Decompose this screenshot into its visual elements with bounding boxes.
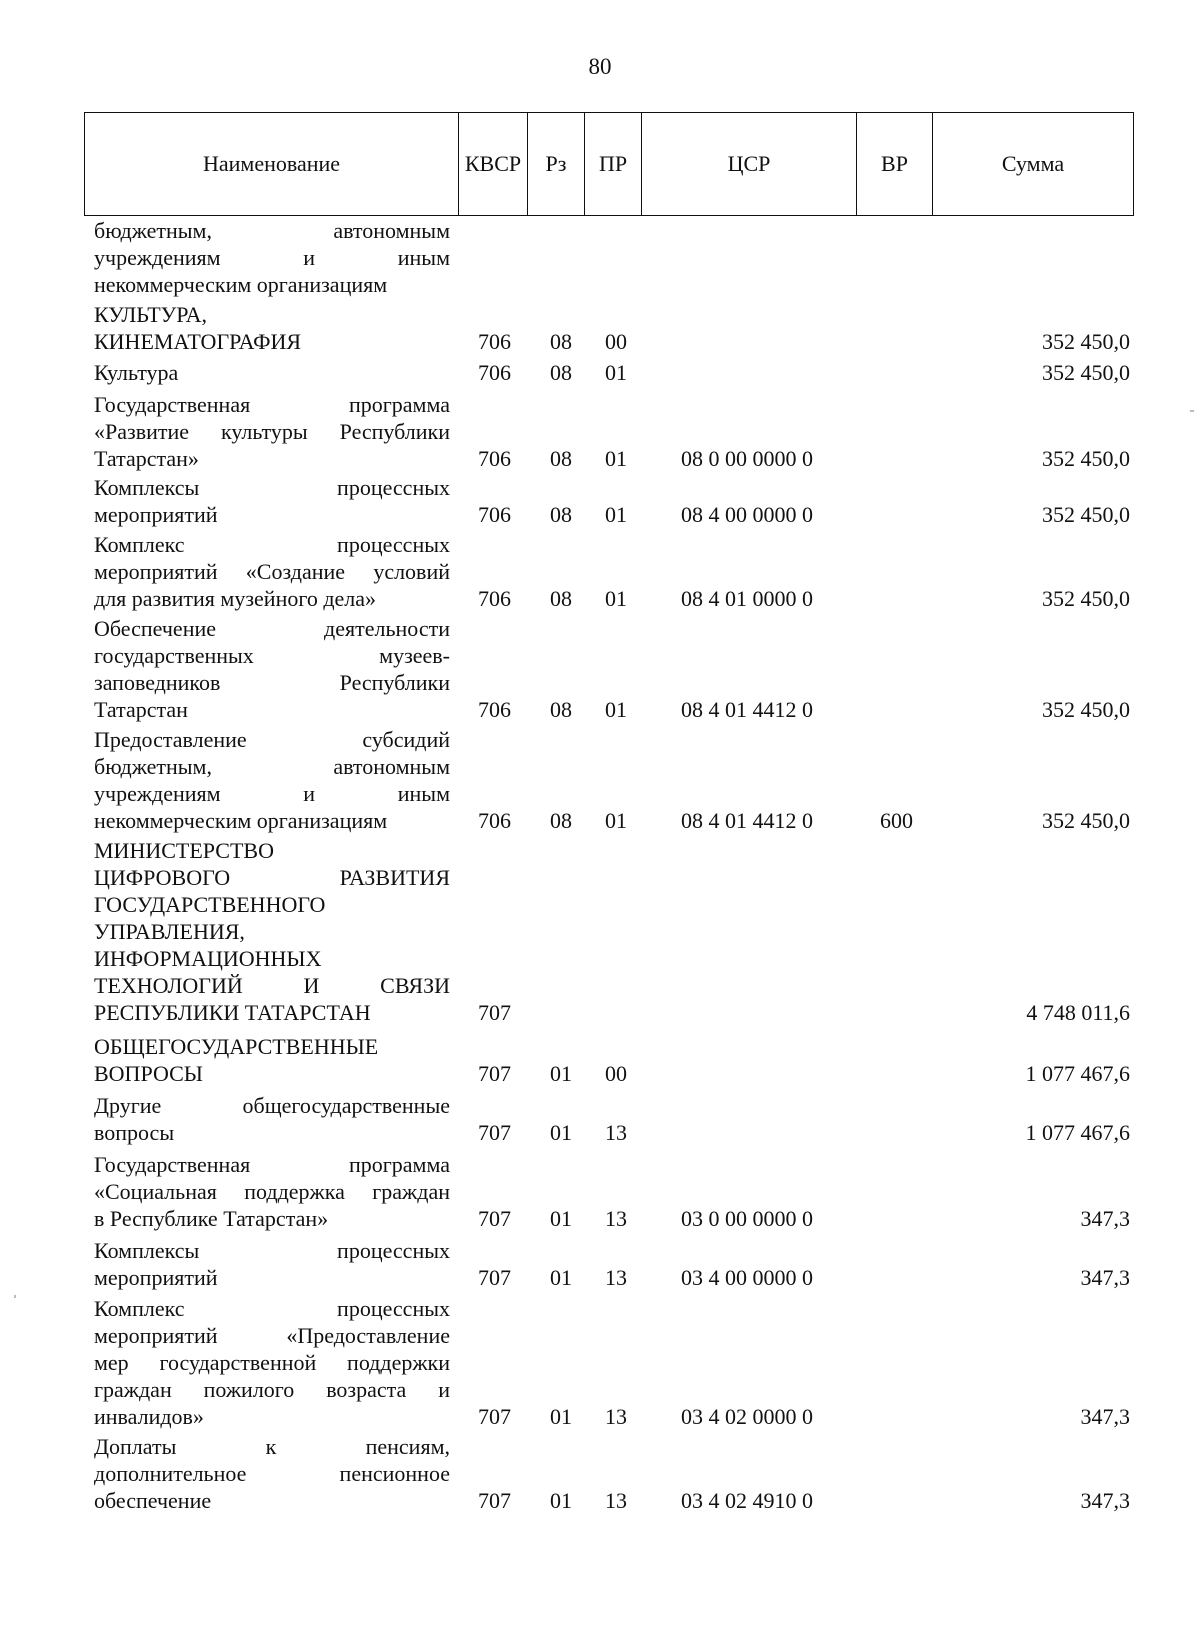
- row-kvsr: 707: [478, 1206, 511, 1231]
- row-pr: 01: [605, 697, 627, 722]
- row-name-line: Государственная программа: [94, 392, 450, 417]
- row-rz: 08: [550, 502, 572, 527]
- row-rz: 01: [550, 1120, 572, 1145]
- row-rz: 08: [550, 329, 572, 354]
- row-sum: 352 450,0: [1042, 586, 1130, 611]
- row-csr: 03 4 00 0000 0: [681, 1265, 813, 1290]
- row-name-line: бюджетным, автономным: [94, 754, 450, 779]
- row-sum: 347,3: [1080, 1488, 1130, 1513]
- table-row: [0, 355, 1200, 386]
- row-name-line: МИНИСТЕРСТВО: [94, 838, 274, 863]
- row-sum: 352 450,0: [1042, 329, 1130, 354]
- row-csr: 08 4 01 0000 0: [681, 586, 813, 611]
- row-name-line: мероприятий «Создание условий: [94, 559, 450, 584]
- row-name-line: заповедников Республики: [94, 670, 450, 695]
- row-name-line: мероприятий: [94, 502, 218, 527]
- row-csr: 08 4 01 4412 0: [681, 697, 813, 722]
- page-number: 80: [588, 54, 612, 79]
- row-pr: 01: [605, 446, 627, 471]
- table-row: [0, 217, 1200, 298]
- row-name: [94, 531, 450, 612]
- row-sum: 347,3: [1080, 1404, 1130, 1429]
- row-kvsr: 707: [478, 1061, 511, 1086]
- table-row: [0, 834, 1200, 1026]
- header-sum: Сумма: [1001, 151, 1065, 176]
- row-kvsr: 706: [478, 446, 511, 471]
- header-kvsr: КВСР: [459, 113, 528, 215]
- row-kvsr: 707: [478, 1404, 511, 1429]
- row-sum: 347,3: [1080, 1206, 1130, 1231]
- row-sum: 4 748 011,6: [1026, 1000, 1130, 1025]
- scan-mark: [1190, 410, 1194, 412]
- row-name: [94, 301, 450, 355]
- row-name-line: Татарстан: [94, 697, 188, 722]
- row-rz: 01: [550, 1206, 572, 1231]
- row-pr: 13: [605, 1120, 627, 1145]
- row-sum: 352 450,0: [1042, 360, 1130, 385]
- header-csr: ЦСР: [642, 113, 857, 215]
- row-kvsr: 706: [478, 586, 511, 611]
- row-name-line: ГОСУДАРСТВЕННОГО: [94, 892, 326, 917]
- row-name-line: Обеспечение деятельности: [94, 616, 450, 641]
- row-name-line: Комплексы процессных: [94, 1238, 450, 1263]
- row-name-line: Государственная программа: [94, 1152, 450, 1177]
- row-name-line: граждан пожилого возраста и: [94, 1377, 450, 1402]
- row-kvsr: 707: [478, 1265, 511, 1290]
- row-pr: 00: [605, 1061, 627, 1086]
- row-name-line: государственных музеев-: [94, 643, 450, 668]
- row-name: [94, 1295, 450, 1430]
- row-name-line: бюджетным, автономным: [94, 218, 450, 243]
- scan-mark: [14, 1295, 16, 1298]
- row-kvsr: 706: [478, 697, 511, 722]
- row-sum: 352 450,0: [1042, 697, 1130, 722]
- row-pr: 01: [605, 360, 627, 385]
- row-name: [94, 1033, 450, 1087]
- row-name: [94, 1433, 450, 1514]
- row-rz: 08: [550, 586, 572, 611]
- row-pr: 01: [605, 586, 627, 611]
- row-name-line: в Республике Татарстан»: [94, 1206, 329, 1231]
- table-row: [0, 1146, 1200, 1232]
- header-name: Наименование: [85, 113, 459, 215]
- row-kvsr: 706: [478, 329, 511, 354]
- row-pr: 13: [605, 1404, 627, 1429]
- row-name-line: мероприятий «Предоставление: [94, 1323, 450, 1348]
- row-csr: 08 4 01 4412 0: [681, 808, 813, 833]
- row-name-line: для развития музейного дела»: [94, 586, 377, 611]
- row-name-line: некоммерческим организациям: [94, 272, 388, 297]
- row-pr: 13: [605, 1206, 627, 1231]
- row-name-line: вопросы: [94, 1120, 175, 1145]
- table-row: [0, 298, 1200, 355]
- row-name-line: учреждениям и иным: [94, 245, 450, 270]
- row-name: [94, 217, 450, 298]
- row-name: [94, 474, 450, 528]
- row-rz: 01: [550, 1061, 572, 1086]
- row-name-line: ОБЩЕГОСУДАРСТВЕННЫЕ: [94, 1034, 379, 1059]
- row-name-line: обеспечение: [94, 1488, 212, 1513]
- row-csr: 03 0 00 0000 0: [681, 1206, 813, 1231]
- header-vr: ВР: [857, 113, 933, 215]
- row-name-line: мероприятий: [94, 1265, 218, 1290]
- row-name-line: некоммерческим организациям: [94, 808, 388, 833]
- row-name-line: КИНЕМАТОГРАФИЯ: [94, 329, 302, 354]
- row-csr: 08 0 00 0000 0: [681, 446, 813, 471]
- row-name: [94, 391, 450, 472]
- table-row: [0, 1232, 1200, 1291]
- row-name: [94, 1151, 450, 1232]
- row-name: [94, 1237, 450, 1291]
- row-rz: 08: [550, 360, 572, 385]
- header-pr: ПР: [585, 113, 642, 215]
- row-name: [94, 837, 450, 1026]
- row-name: [94, 726, 450, 834]
- row-pr: 13: [605, 1488, 627, 1513]
- row-name-line: УПРАВЛЕНИЯ,: [94, 919, 245, 944]
- header-rz: Рз: [528, 113, 585, 215]
- table-row: [0, 612, 1200, 723]
- row-kvsr: 706: [478, 502, 511, 527]
- table-row: [0, 472, 1200, 528]
- row-name-line: Культура: [94, 360, 179, 385]
- table-row: [0, 1291, 1200, 1430]
- row-name-line: инвалидов»: [94, 1404, 204, 1429]
- row-name-line: дополнительное пенсионное: [94, 1461, 450, 1486]
- row-name-line: РЕСПУБЛИКИ ТАТАРСТАН: [94, 1000, 371, 1025]
- row-name-line: ЦИФРОВОГО РАЗВИТИЯ: [94, 865, 450, 890]
- table-body: [0, 217, 1200, 1514]
- row-name-line: ВОПРОСЫ: [94, 1061, 203, 1086]
- row-kvsr: 707: [478, 1120, 511, 1145]
- row-rz: 08: [550, 808, 572, 833]
- row-name-line: ТЕХНОЛОГИЙ И СВЯЗИ: [94, 973, 450, 998]
- row-name-line: Комплекс процессных: [94, 532, 450, 557]
- row-pr: 13: [605, 1265, 627, 1290]
- row-csr: 08 4 00 0000 0: [681, 502, 813, 527]
- row-name-line: Доплаты к пенсиям,: [94, 1434, 450, 1459]
- table-row: [0, 1026, 1200, 1087]
- table-row: [0, 528, 1200, 612]
- row-name-line: КУЛЬТУРА,: [94, 302, 208, 327]
- row-pr: 01: [605, 808, 627, 833]
- row-rz: 01: [550, 1404, 572, 1429]
- row-name-line: Другие общегосударственные: [94, 1093, 450, 1118]
- table-header: [84, 112, 1134, 216]
- row-rz: 08: [550, 697, 572, 722]
- table-row: [0, 1430, 1200, 1514]
- table-row: [0, 1087, 1200, 1146]
- row-name-line: «Развитие культуры Республики: [94, 419, 450, 444]
- row-csr: 03 4 02 0000 0: [681, 1404, 813, 1429]
- row-rz: 01: [550, 1265, 572, 1290]
- row-vr: 600: [880, 808, 913, 833]
- row-sum: 352 450,0: [1042, 446, 1130, 471]
- row-rz: 08: [550, 446, 572, 471]
- row-kvsr: 706: [478, 360, 511, 385]
- row-sum: 352 450,0: [1042, 502, 1130, 527]
- row-name-line: Предоставление субсидий: [94, 727, 450, 752]
- row-name: [94, 615, 450, 723]
- row-pr: 00: [605, 329, 627, 354]
- row-sum: 352 450,0: [1042, 808, 1130, 833]
- row-sum: 347,3: [1080, 1265, 1130, 1290]
- row-name-line: ИНФОРМАЦИОННЫХ: [94, 946, 322, 971]
- row-pr: 01: [605, 502, 627, 527]
- row-name-line: Комплекс процессных: [94, 1296, 450, 1321]
- row-name-line: мер государственной поддержки: [94, 1350, 450, 1375]
- row-kvsr: 706: [478, 808, 511, 833]
- table-row: [0, 386, 1200, 472]
- row-csr: 03 4 02 4910 0: [681, 1488, 813, 1513]
- row-name-line: «Социальная поддержка граждан: [94, 1179, 450, 1204]
- row-name: [94, 1092, 450, 1146]
- row-sum: 1 077 467,6: [1025, 1061, 1130, 1086]
- row-sum: 1 077 467,6: [1025, 1120, 1130, 1145]
- row-name-line: учреждениям и иным: [94, 781, 450, 806]
- row-name-line: Комплексы процессных: [94, 475, 450, 500]
- row-rz: 01: [550, 1488, 572, 1513]
- row-name-line: Татарстан»: [94, 446, 199, 471]
- row-kvsr: 707: [478, 1000, 511, 1025]
- table-row: [0, 723, 1200, 834]
- row-kvsr: 707: [478, 1488, 511, 1513]
- row-name: [94, 359, 450, 386]
